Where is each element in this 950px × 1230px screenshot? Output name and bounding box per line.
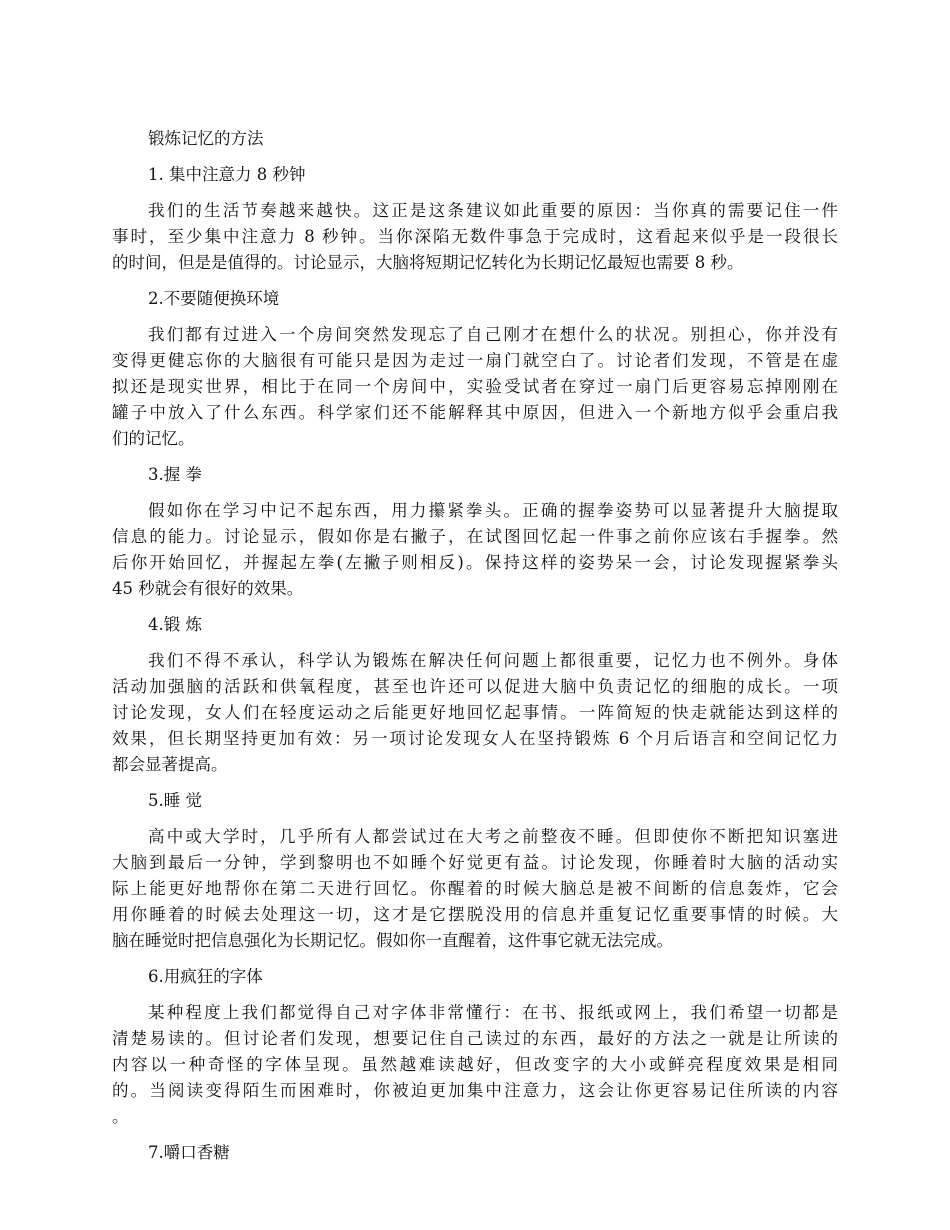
paragraph-line: 后你开始回忆，并握起左拳(左撇子则相反)。保持这样的姿势呆一会，讨论发现握紧拳头 [112,553,838,572]
paragraph-line: 高中或大学时，几乎所有人都尝试过在大考之前整夜不睡。但即使你不断把知识塞进 [148,827,838,846]
paragraph-line: 罐子中放入了什么东西。科学家们还不能解释其中原因，但进入一个新地方似乎会重启我 [112,403,838,422]
paragraph-line: 。 [112,1107,129,1126]
paragraph-line: 的时间，但是是值得的。讨论显示，大脑将短期记忆转化为长期记忆最短也需要 8 秒。 [112,253,744,272]
section-heading: 1. 集中注意力 8 秒钟 [148,165,306,184]
paragraph-line: 际上能更好地帮你在第二天进行回忆。你醒着的时候大脑总是被不间断的信息轰炸，它会 [112,879,838,898]
section-paragraph [112,824,838,954]
paragraph-line: 都会显著提高。 [112,755,228,774]
paragraph-line: 事时，至少集中注意力 8 秒钟。当你深陷无数件事急于完成时，这看起来似乎是一段很长 [112,227,838,246]
paragraph-line: 大脑到最后一分钟，学到黎明也不如睡个好觉更有益。讨论发现，你睡着时大脑的活动实 [112,853,838,872]
section-paragraph [112,198,838,276]
paragraph-line: 变得更健忘你的大脑很有可能只是因为走过一扇门就空白了。讨论者们发现，不管是在虚 [112,351,838,370]
paragraph-line: 45 秒就会有很好的效果。 [112,579,304,598]
paragraph-line: 某种程度上我们都觉得自己对字体非常懂行：在书、报纸或网上，我们希望一切都是 [148,1003,838,1022]
paragraph-line: 讨论发现，女人们在轻度运动之后能更好地回忆起事情。一阵简短的快走就能达到这样的 [112,703,838,722]
paragraph-line: 脑在睡觉时把信息强化为长期记忆。假如你一直醒着，这件事它就无法完成。 [112,931,673,950]
paragraph-line: 拟还是现实世界，相比于在同一个房间中，实验受试者在穿过一扇门后更容易忘掉刚刚在 [112,377,838,396]
paragraph-line: 信息的能力。讨论显示，假如你是右撇子，在试图回忆起一件事之前你应该右手握拳。然 [112,527,838,546]
document-body [112,162,838,1166]
paragraph-line: 我们不得不承认，科学认为锻炼在解决任何问题上都很重要，记忆力也不例外。身体 [148,651,838,670]
paragraph-line: 活动加强脑的活跃和供氧程度，甚至也许还可以促进大脑中负责记忆的细胞的成长。一项 [112,677,838,696]
section-paragraph [112,648,838,778]
paragraph-line: 效果，但长期坚持更加有效：另一项讨论发现女人在坚持锻炼 6 个月后语言和空间记忆力 [112,729,838,748]
section-heading: 3.握 拳 [148,465,202,484]
document-page [112,122,838,1176]
paragraph-line: 我们的生活节奏越来越快。这正是这条建议如此重要的原因：当你真的需要记住一件 [148,201,838,220]
paragraph-line: 们的记忆。 [112,429,195,448]
paragraph-line: 内容以一种奇怪的字体呈现。虽然越难读越好，但改变字的大小或鲜亮程度效果是相同 [112,1055,838,1074]
section-heading: 7.嚼口香糖 [148,1143,230,1162]
paragraph-line: 用你睡着的时候去处理这一切，这才是它摆脱没用的信息并重复记忆重要事情的时候。大 [112,905,838,924]
paragraph-line: 的。当阅读变得陌生而困难时，你被迫更加集中注意力，这会让你更容易记住所读的内容 [112,1081,838,1100]
section-heading: 4.锻 炼 [148,615,202,634]
section-heading: 6.用疯狂的字体 [148,967,263,986]
paragraph-line: 我们都有过进入一个房间突然发现忘了自己刚才在想什么的状况。别担心，你并没有 [148,325,838,344]
section-paragraph [112,1000,838,1130]
section-heading: 2.不要随便换环境 [148,289,280,308]
section-heading: 5.睡 觉 [148,791,202,810]
paragraph-line: 清楚易读的。但讨论者们发现，想要记住自己读过的东西，最好的方法之一就是让所读的 [112,1029,838,1048]
section-paragraph [112,322,838,452]
paragraph-line: 假如你在学习中记不起东西，用力攥紧拳头。正确的握拳姿势可以显著提升大脑提取 [148,501,838,520]
document-title: 锻炼记忆的方法 [148,129,264,148]
section-paragraph [112,498,838,602]
